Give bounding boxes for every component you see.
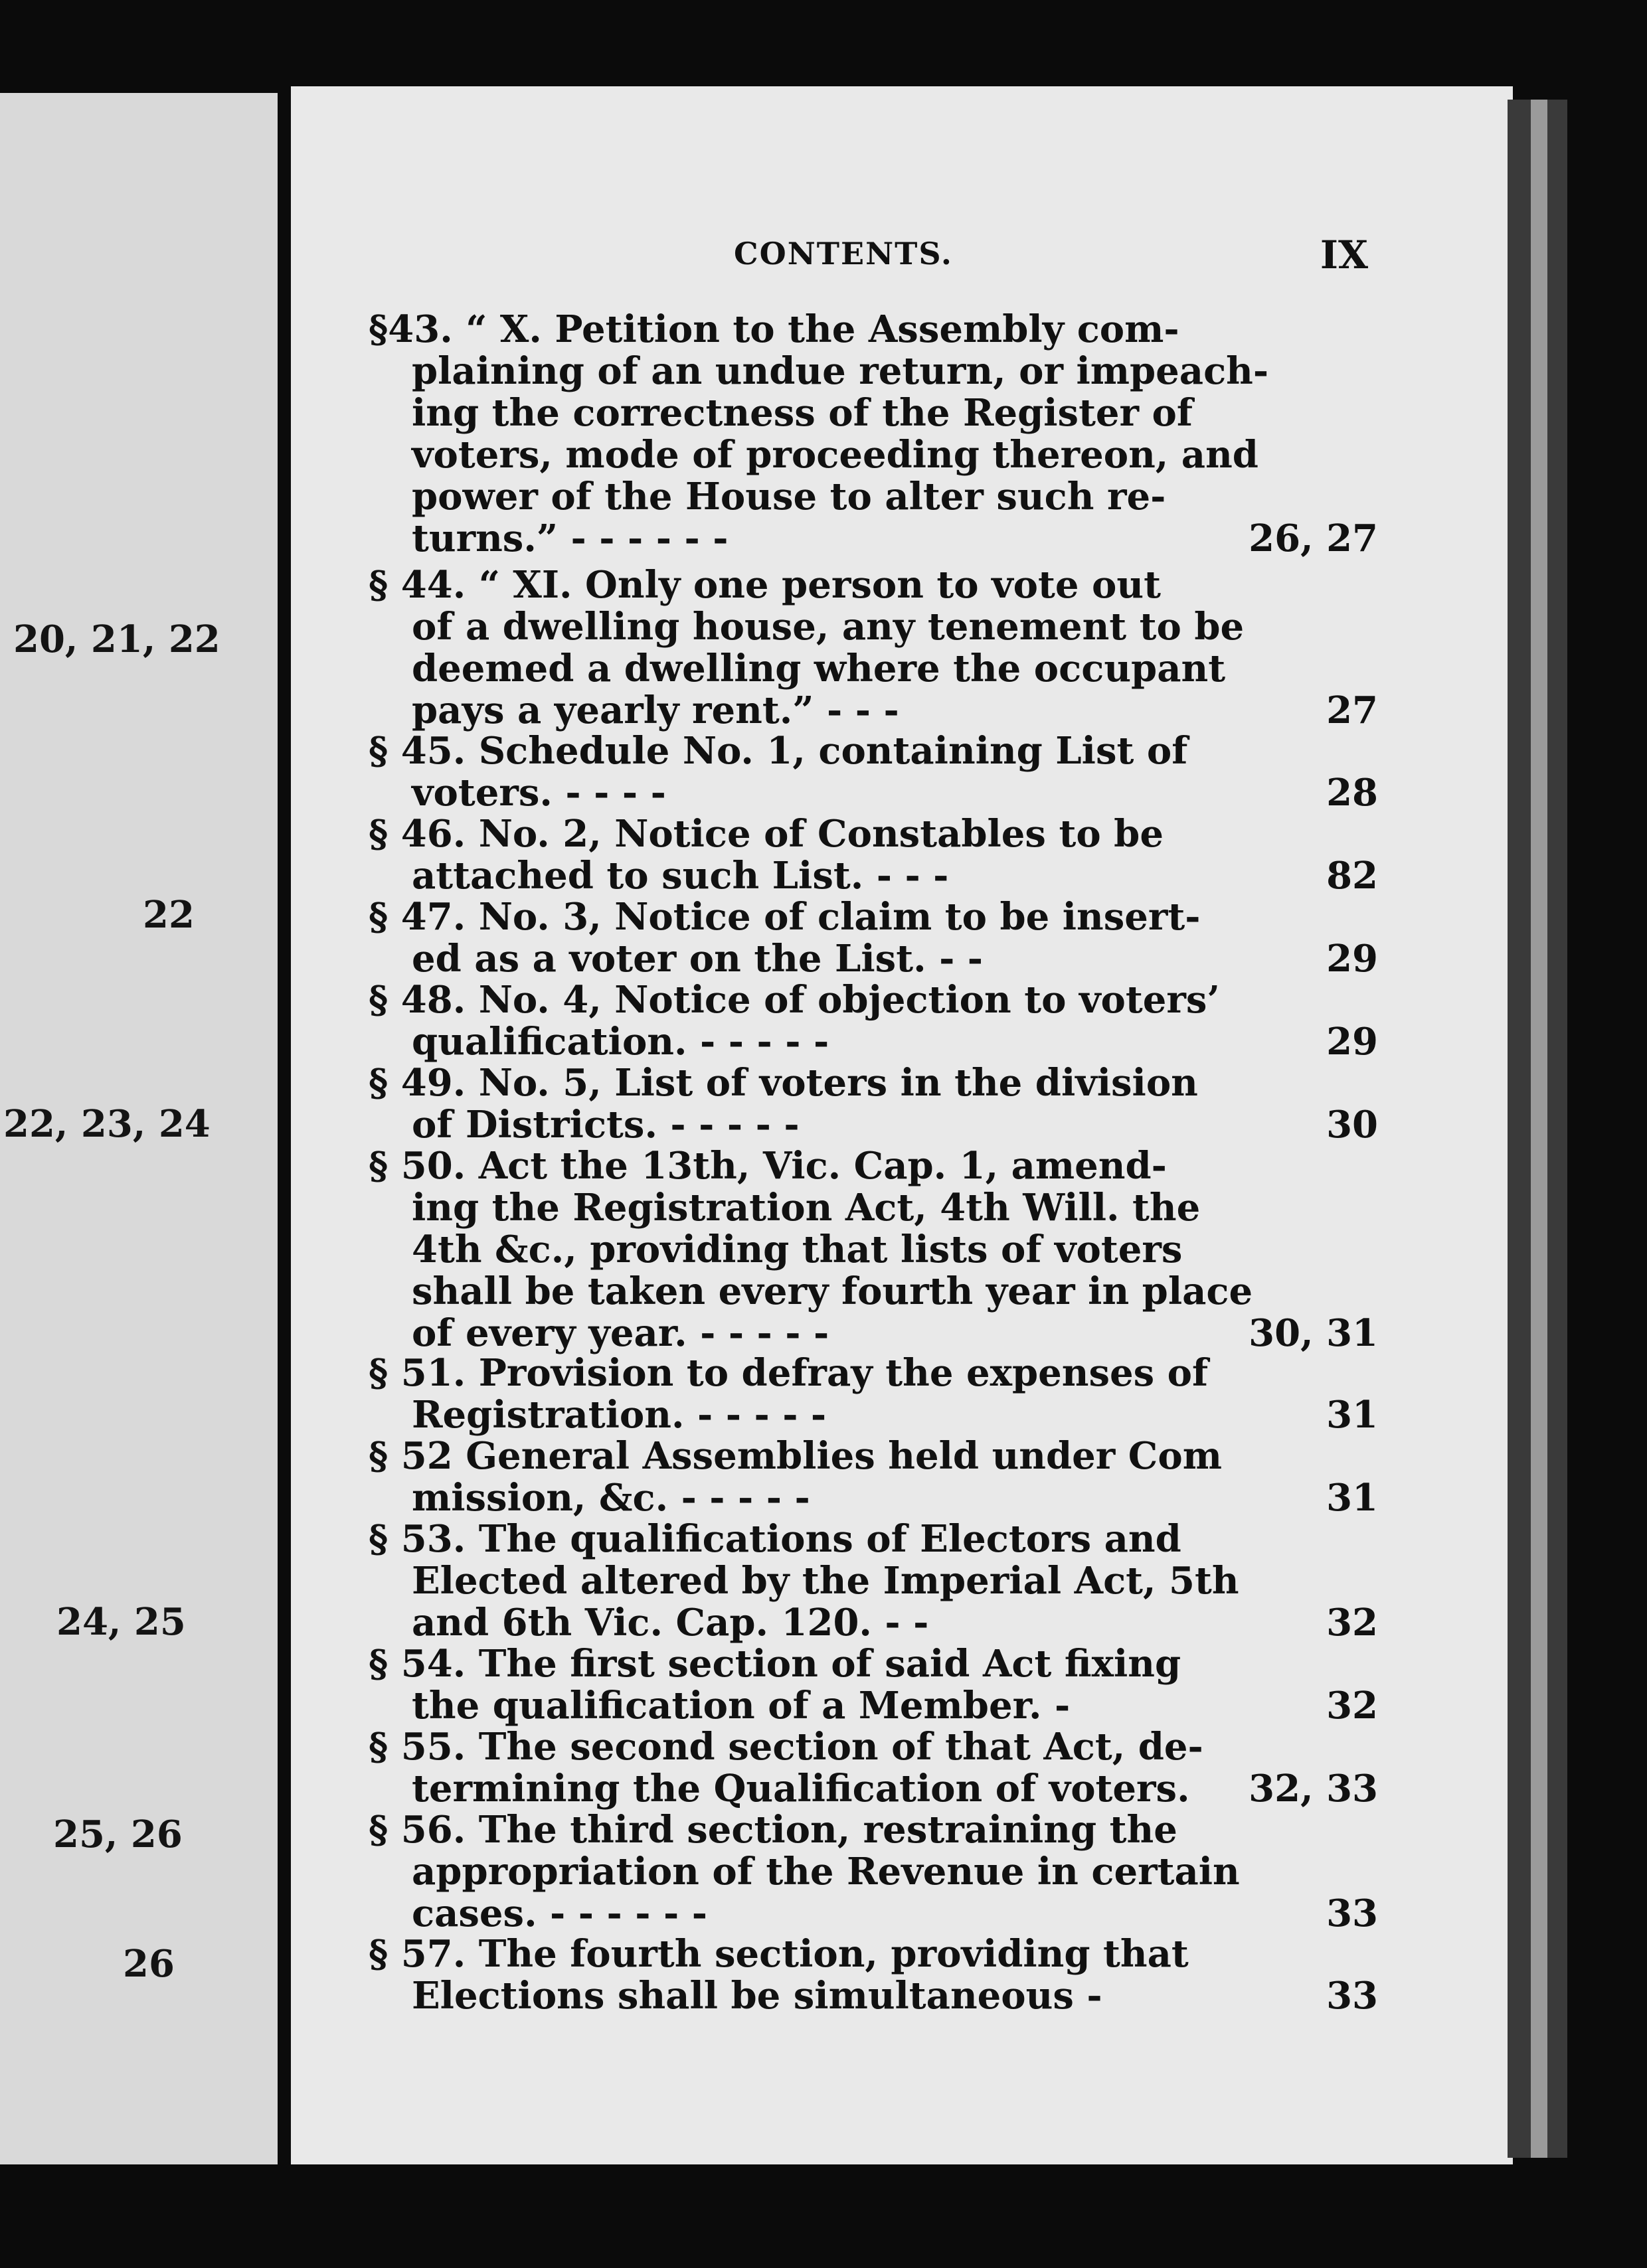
entry-line: plaining of an undue return, or impeach-	[412, 349, 1269, 393]
contents-entry	[369, 1518, 1378, 1644]
entry-line: Elected altered by the Imperial Act, 5th	[412, 1559, 1239, 1603]
entry-line: qualification. - - - - -	[412, 1020, 829, 1064]
entry-line: § 45. Schedule No. 1, containing List of	[369, 729, 1188, 773]
contents-entry	[369, 979, 1378, 1063]
entry-line: of Districts. - - - - -	[412, 1103, 800, 1147]
entry-line: § 53. The qualifications of Electors and	[369, 1517, 1181, 1561]
entry-page-ref: 31	[1326, 1393, 1378, 1437]
entry-line: cases. - - - - - -	[412, 1892, 707, 1935]
entry-line: turns.” - - - - - -	[412, 517, 729, 560]
entry-line: ing the Registration Act, 4th Will. the	[412, 1186, 1201, 1230]
entry-line: Registration. - - - - -	[412, 1393, 827, 1437]
entry-line: § 57. The fourth section, providing that	[369, 1932, 1189, 1976]
contents-entry	[369, 1062, 1378, 1146]
entry-line: § 56. The third section, restraining the	[369, 1808, 1177, 1852]
entry-line: § 44. “ XI. Only one person to vote out	[369, 563, 1161, 607]
entry-page-ref: 27	[1326, 688, 1378, 732]
entry-page-ref: 31	[1326, 1476, 1378, 1520]
entry-line: § 55. The second section of that Act, de-	[369, 1725, 1203, 1769]
entry-line: § 50. Act the 13th, Vic. Cap. 1, amend-	[369, 1144, 1167, 1188]
left-page-number: 22	[143, 893, 195, 937]
left-page-number: 20, 21, 22	[13, 617, 220, 661]
left-page-number: 26	[123, 1942, 175, 1986]
page-number: IX	[1320, 232, 1368, 278]
entry-line: deemed a dwelling where the occupant	[412, 647, 1226, 690]
entry-page-ref: 33	[1326, 1974, 1378, 2018]
entry-line: § 48. No. 4, Notice of objection to voters’	[369, 978, 1220, 1022]
entry-line: shall be taken every fourth year in place	[412, 1269, 1253, 1313]
entry-line: of a dwelling house, any tenement to be	[412, 605, 1245, 649]
entry-line: ing the correctness of the Register of	[412, 391, 1193, 435]
left-page-fragment	[0, 93, 278, 2164]
entry-line: termining the Qualification of voters.	[412, 1767, 1190, 1811]
entry-line: the qualification of a Member. -	[412, 1684, 1071, 1728]
contents-entry	[369, 1643, 1378, 1727]
entry-line: § 46. No. 2, Notice of Constables to be	[369, 812, 1164, 856]
entry-line: § 47. No. 3, Notice of claim to be insert-	[369, 895, 1201, 939]
left-page-number: 25, 26	[53, 1813, 183, 1856]
contents-entry	[369, 1145, 1378, 1354]
contents-entry	[369, 309, 1378, 560]
entry-line: pays a yearly rent.” - - -	[412, 688, 899, 732]
running-head: CONTENTS.	[734, 236, 953, 272]
entry-line: attached to such List. - - -	[412, 854, 949, 898]
left-page-number: 24, 25	[56, 1600, 186, 1644]
contents-entry	[369, 896, 1378, 980]
entry-page-ref: 33	[1326, 1892, 1378, 1935]
entry-line: § 49. No. 5, List of voters in the division	[369, 1061, 1198, 1105]
contents-entry	[369, 1933, 1378, 2017]
entry-page-ref: 29	[1326, 1020, 1378, 1064]
contents-entry	[369, 813, 1378, 897]
entry-line: of every year. - - - - -	[412, 1311, 829, 1355]
entry-line: §43. “ X. Petition to the Assembly com-	[369, 307, 1179, 351]
entry-line: 4th &c., providing that lists of voters	[412, 1228, 1183, 1271]
entry-page-ref: 29	[1326, 937, 1378, 981]
contents-entry	[369, 1809, 1378, 1935]
page-edge	[1531, 100, 1547, 2158]
left-page-number: 22, 23, 24	[3, 1102, 211, 1146]
entry-line: § 51. Provision to defray the expenses of	[369, 1351, 1209, 1395]
contents-entry	[369, 730, 1378, 814]
entry-page-ref: 30, 31	[1249, 1311, 1378, 1355]
entry-page-ref: 32, 33	[1249, 1767, 1378, 1811]
entry-line: § 54. The first section of said Act fixing	[369, 1642, 1181, 1686]
entry-line: power of the House to alter such re-	[412, 475, 1166, 519]
contents-entry	[369, 1435, 1378, 1519]
entry-line: mission, &c. - - - - -	[412, 1476, 810, 1520]
entry-page-ref: 82	[1326, 854, 1378, 898]
entry-line: voters. - - - -	[412, 771, 666, 815]
entry-line: and 6th Vic. Cap. 120. - -	[412, 1601, 929, 1645]
entry-line: voters, mode of proceeding thereon, and	[412, 433, 1258, 477]
entry-page-ref: 32	[1326, 1601, 1378, 1645]
entry-page-ref: 28	[1326, 771, 1378, 815]
entry-page-ref: 30	[1326, 1103, 1378, 1147]
contents-entry	[369, 564, 1378, 732]
entry-line: appropriation of the Revenue in certain	[412, 1850, 1240, 1894]
contents-entry	[369, 1352, 1378, 1436]
entry-page-ref: 32	[1326, 1684, 1378, 1728]
entry-page-ref: 26, 27	[1249, 517, 1378, 560]
contents-entry	[369, 1726, 1378, 1810]
entry-line: § 52 General Assemblies held under Com	[369, 1434, 1222, 1478]
entry-line: Elections shall be simultaneous -	[412, 1974, 1102, 2018]
entry-line: ed as a voter on the List. - -	[412, 937, 984, 981]
